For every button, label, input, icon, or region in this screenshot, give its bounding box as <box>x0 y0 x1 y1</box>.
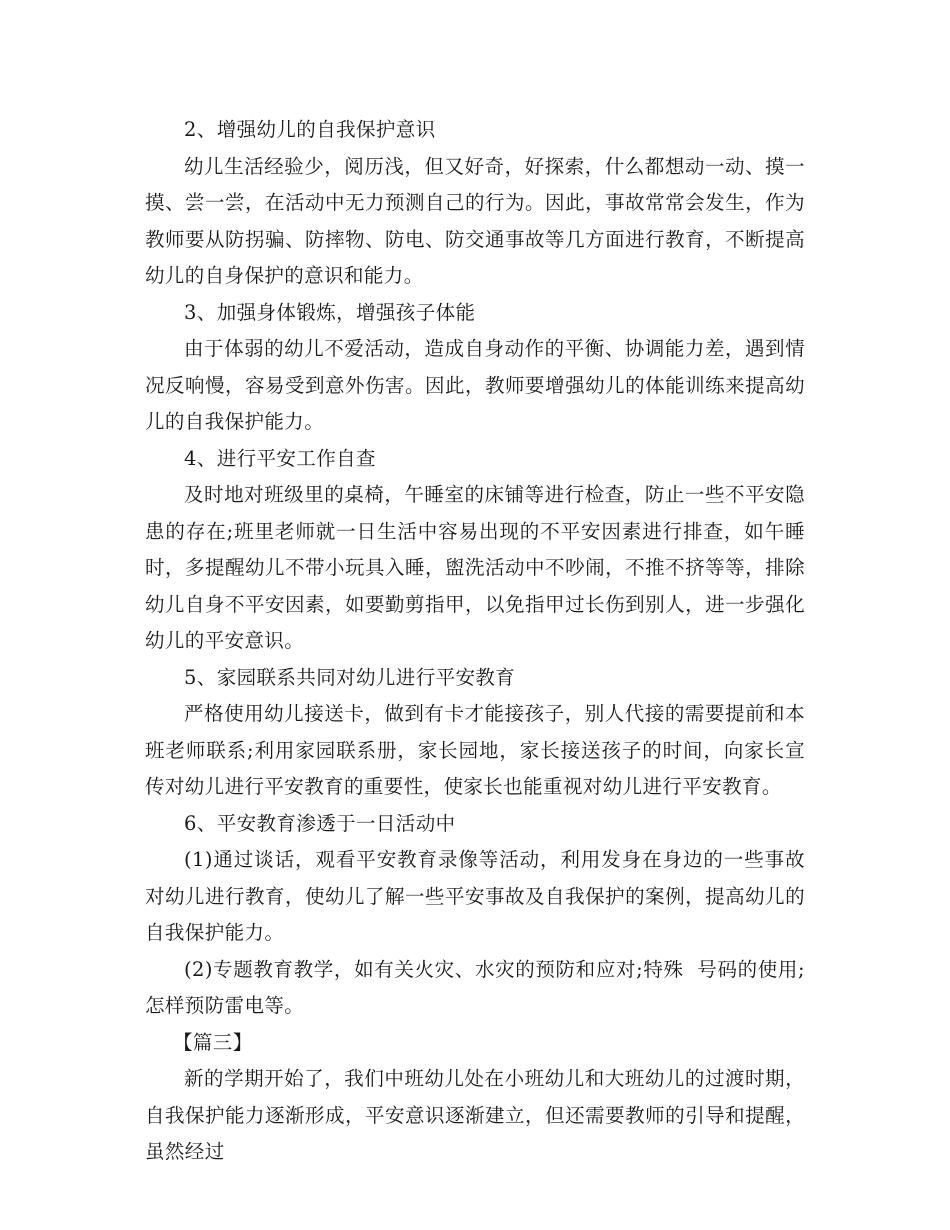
section-marker: 【篇三】 <box>173 1030 253 1054</box>
heading-4: 4、进行平安工作自查 <box>184 446 376 470</box>
paragraph-section-3-intro: 新的学期开始了，我们中班幼儿处在小班幼儿和大班幼儿的过渡时期，自我保护能力逐渐形成，平安意识逐渐建立，但还需要教师的引导和提醒，虽然经过 <box>145 1067 805 1163</box>
heading-6: 6、平安教育渗透于一日活动中 <box>184 811 456 835</box>
heading-5: 5、家园联系共同对幼儿进行平安教育 <box>184 665 516 689</box>
paragraph-2: 幼儿生活经验少，阅历浅，但又好奇，好探索，什么都想动一动、摸一摸、尝一尝，在活动中无力预测自己的行为。因此，事故常常会发生，作为教师要从防拐骗、防摔物、防电、防交通事故等几方面进行教育，不断提高幼儿的自身保护的意识和能力。 <box>145 154 805 287</box>
paragraph-6-1: (1)通过谈话，观看平安教育录像等活动，利用发身在身边的一些事故对幼儿进行教育，使幼儿了解一些平安事故及自我保护的案例，提高幼儿的自我保护能力。 <box>145 848 805 944</box>
heading-3: 3、加强身体锻炼，增强孩子体能 <box>184 300 476 324</box>
heading-2: 2、增强幼儿的自我保护意识 <box>184 118 436 141</box>
paragraph-5: 严格使用幼儿接送卡，做到有卡才能接孩子，别人代接的需要提前和本班老师联系;利用家园联系册，家长园地，家长接送孩子的时间，向家长宣传对幼儿进行平安教育的重要性，使家长也能重视对幼儿进行平安教育。 <box>145 702 805 798</box>
paragraph-4: 及时地对班级里的桌椅，午睡室的床铺等进行检查，防止一些不平安隐患的存在;班里老师就一日生活中容易出现的不平安因素进行排查，如午睡时，多提醒幼儿不带小玩具入睡，盥洗活动中不吵闹，不推不挤等等，排除幼儿自身不平安因素，如要勤剪指甲，以免指甲过长伤到别人，进一步强化幼儿的平安意识。 <box>145 483 805 652</box>
document-page <box>145 112 805 1171</box>
paragraph-3: 由于体弱的幼儿不爱活动，造成自身动作的平衡、协调能力差，遇到情况反响慢，容易受到意外伤害。因此，教师要增强幼儿的体能训练来提高幼儿的自我保护能力。 <box>145 337 805 433</box>
paragraph-6-2: (2)专题教育教学，如有关火灾、水灾的预防和应对;特殊 号码的使用;怎样预防雷电等。 <box>145 957 805 1017</box>
